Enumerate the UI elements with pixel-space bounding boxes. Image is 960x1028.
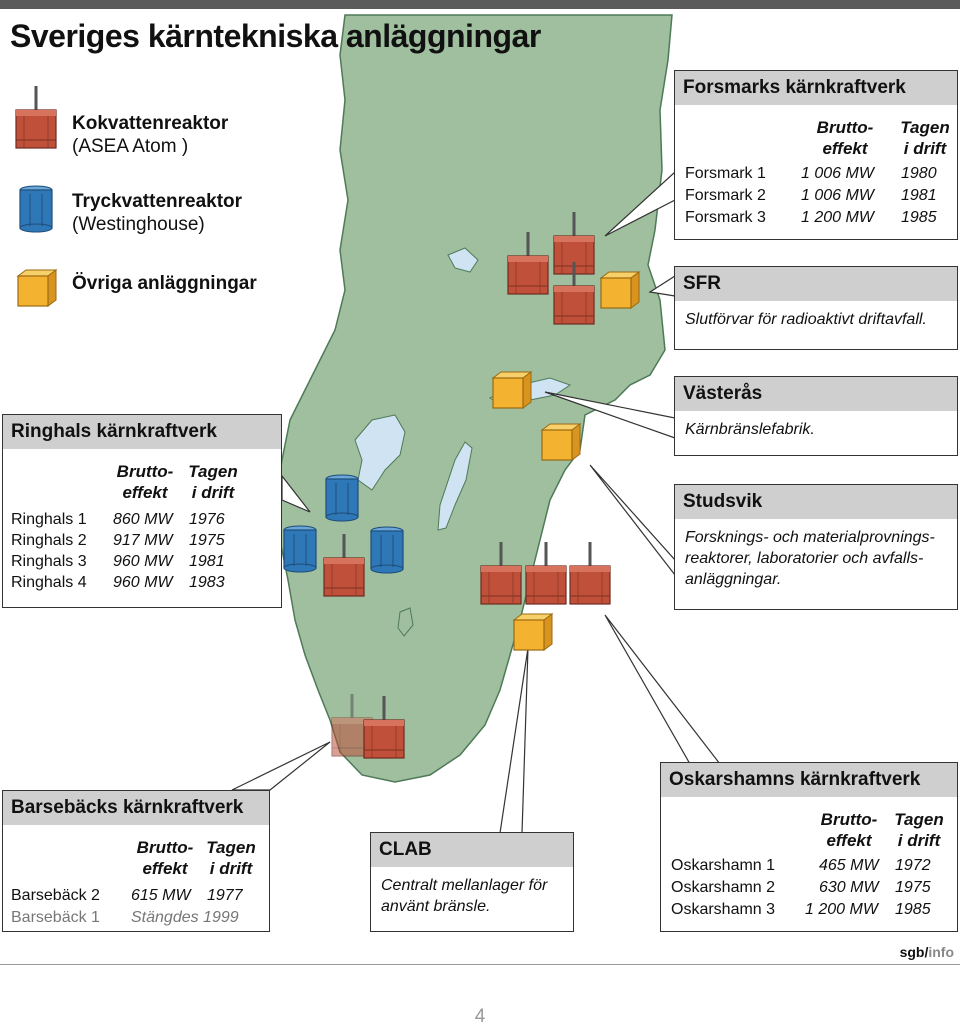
studsvik-description: [675, 519, 957, 598]
table-cell-name: Barsebäck 2: [11, 887, 100, 904]
pointer-barseback: [232, 742, 330, 790]
table-cell-year: 1981: [189, 553, 225, 570]
sfr-description: Slutförvar för radioaktivt driftavfall.: [685, 311, 927, 328]
table-cell-name: Ringhals 3: [11, 553, 87, 570]
vasteras-box: [674, 376, 958, 456]
col-header-power-b: effekt: [822, 139, 868, 158]
studsvik-desc-line: anläggningar.: [685, 571, 782, 588]
vasteras-description: Kärnbränslefabrik.: [685, 421, 815, 438]
clab-description: [371, 867, 573, 925]
table-cell-power: 860 MW: [113, 511, 173, 528]
table-cell-name: Oskarshamn 1: [671, 857, 776, 874]
col-header-power: Brutto-: [116, 462, 174, 481]
ringhals-reactor-icon: [326, 475, 358, 521]
sweden-landmass: [276, 15, 672, 782]
table-cell-status: Stängdes 1999: [131, 909, 239, 926]
vasteras-facility-icon: [493, 372, 531, 408]
sfr-title: SFR: [675, 267, 957, 301]
facility-cube-icon: [18, 270, 56, 306]
col-header-power-b: effekt: [122, 483, 168, 502]
table-cell-power: 917 MW: [113, 532, 173, 549]
table-cell-name: Ringhals 1: [11, 511, 87, 528]
forsmark-title: Forsmarks kärnkraftverk: [675, 71, 957, 105]
barseback-box: [2, 790, 270, 932]
col-header-power: Brutto-: [816, 118, 874, 137]
pointer-studsvik: [590, 465, 675, 575]
table-cell-power: 960 MW: [113, 574, 173, 591]
clab-facility-icon: [514, 614, 552, 650]
legend-other-label: Övriga anläggningar: [72, 273, 257, 294]
bwr-reactor-icon: [16, 86, 56, 148]
table-cell-power: 960 MW: [113, 553, 173, 570]
table-cell-year: 1972: [895, 857, 931, 874]
col-header-year: Tagen: [900, 118, 950, 137]
studsvik-desc-line: reaktorer, laboratorier och avfalls-: [685, 550, 924, 567]
ringhals-title: Ringhals kärnkraftverk: [3, 415, 281, 449]
col-header-year-b: i drift: [897, 831, 941, 850]
col-header: [183, 461, 243, 503]
table-cell-name: Ringhals 4: [11, 574, 87, 591]
table-cell-power: 630 MW: [819, 879, 879, 896]
col-header-power-b: effekt: [826, 831, 872, 850]
col-header-power: Brutto-: [820, 810, 878, 829]
col-header-year-b: i drift: [191, 483, 235, 502]
table-cell-name: Forsmark 2: [685, 187, 766, 204]
col-header-year: Tagen: [206, 838, 256, 857]
sfr-facility-icon: [601, 272, 639, 308]
table-cell-power: 1 200 MW: [805, 901, 878, 918]
col-header: [895, 117, 955, 159]
ringhals-reactor-icon: [284, 526, 316, 572]
legend-bwr: [72, 112, 228, 158]
pwr-reactor-icon: [20, 186, 52, 232]
table-cell-year: 1983: [189, 574, 225, 591]
table-cell-power: 615 MW: [131, 887, 191, 904]
table-cell-power: 1 006 MW: [801, 187, 874, 204]
barseback-title: Barsebäcks kärnkraftverk: [3, 791, 269, 825]
clab-box: [370, 832, 574, 932]
ringhals-reactor-icon: [371, 527, 403, 573]
ringhals-table: [11, 461, 279, 601]
legend-bwr-sub: (ASEA Atom ): [72, 136, 189, 157]
table-cell-name: Ringhals 2: [11, 532, 87, 549]
forsmark-table: [685, 117, 955, 237]
table-cell-power: 1 006 MW: [801, 165, 874, 182]
col-header-year: Tagen: [894, 810, 944, 829]
table-cell-name: Forsmark 1: [685, 165, 766, 182]
table-cell-name: Barsebäck 1: [11, 909, 100, 926]
forsmark-box: [674, 70, 958, 240]
oskarshamn-box: [660, 762, 958, 932]
publisher-credit: [900, 944, 954, 960]
sfr-box: [674, 266, 958, 350]
legend-pwr-sub: (Westinghouse): [72, 214, 205, 235]
table-cell-power: 465 MW: [819, 857, 879, 874]
table-cell-power: 1 200 MW: [801, 209, 874, 226]
table-cell-year: 1976: [189, 511, 225, 528]
clab-title: CLAB: [371, 833, 573, 867]
col-header: [201, 837, 261, 879]
col-header: [127, 837, 203, 879]
table-cell-year: 1985: [895, 901, 931, 918]
page-title: Sveriges kärntekniska anläggningar: [10, 18, 541, 54]
col-header: [811, 809, 887, 851]
table-cell-year: 1981: [901, 187, 937, 204]
oskarshamn-reactor-icon: [570, 542, 610, 604]
table-cell-name: Oskarshamn 2: [671, 879, 776, 896]
studsvik-title: Studsvik: [675, 485, 957, 519]
col-header-year-b: i drift: [903, 139, 947, 158]
oskarshamn-title: Oskarshamns kärnkraftverk: [661, 763, 957, 797]
ringhals-box: [2, 414, 282, 608]
legend-pwr: [72, 190, 242, 236]
col-header-power: Brutto-: [136, 838, 194, 857]
credit-a: sgb/: [899, 944, 929, 960]
studsvik-box: [674, 484, 958, 610]
legend-pwr-label: Tryckvattenreaktor: [72, 191, 243, 212]
col-header: [805, 117, 885, 159]
vasteras-title: Västerås: [675, 377, 957, 411]
table-cell-name: Oskarshamn 3: [671, 901, 776, 918]
pointer-oskarshamn: [605, 615, 720, 764]
credit-b: info: [928, 944, 954, 960]
table-cell-year: 1977: [207, 887, 243, 904]
legend-bwr-label: Kokvattenreaktor: [72, 113, 229, 134]
col-header-power-b: effekt: [142, 859, 188, 878]
footer-divider: [0, 964, 960, 965]
table-cell-year: 1975: [895, 879, 931, 896]
clab-desc-line: Centralt mellanlager för: [381, 877, 548, 894]
col-header-year-b: i drift: [209, 859, 253, 878]
page-number: 4: [474, 1006, 486, 1027]
col-header: [107, 461, 183, 503]
table-cell-name: Forsmark 3: [685, 209, 766, 226]
table-cell-year: 1975: [189, 532, 225, 549]
studsvik-desc-line: Forsknings- och materialprovnings-: [685, 529, 935, 546]
barseback-table: [11, 837, 267, 929]
col-header: [889, 809, 949, 851]
table-cell-year: 1985: [901, 209, 937, 226]
oskarshamn-table: [671, 809, 955, 929]
legend-other: [72, 272, 257, 295]
col-header-year: Tagen: [188, 462, 238, 481]
clab-desc-line: använt bränsle.: [381, 898, 491, 915]
table-cell-year: 1980: [901, 165, 937, 182]
studsvik-facility-icon: [542, 424, 580, 460]
